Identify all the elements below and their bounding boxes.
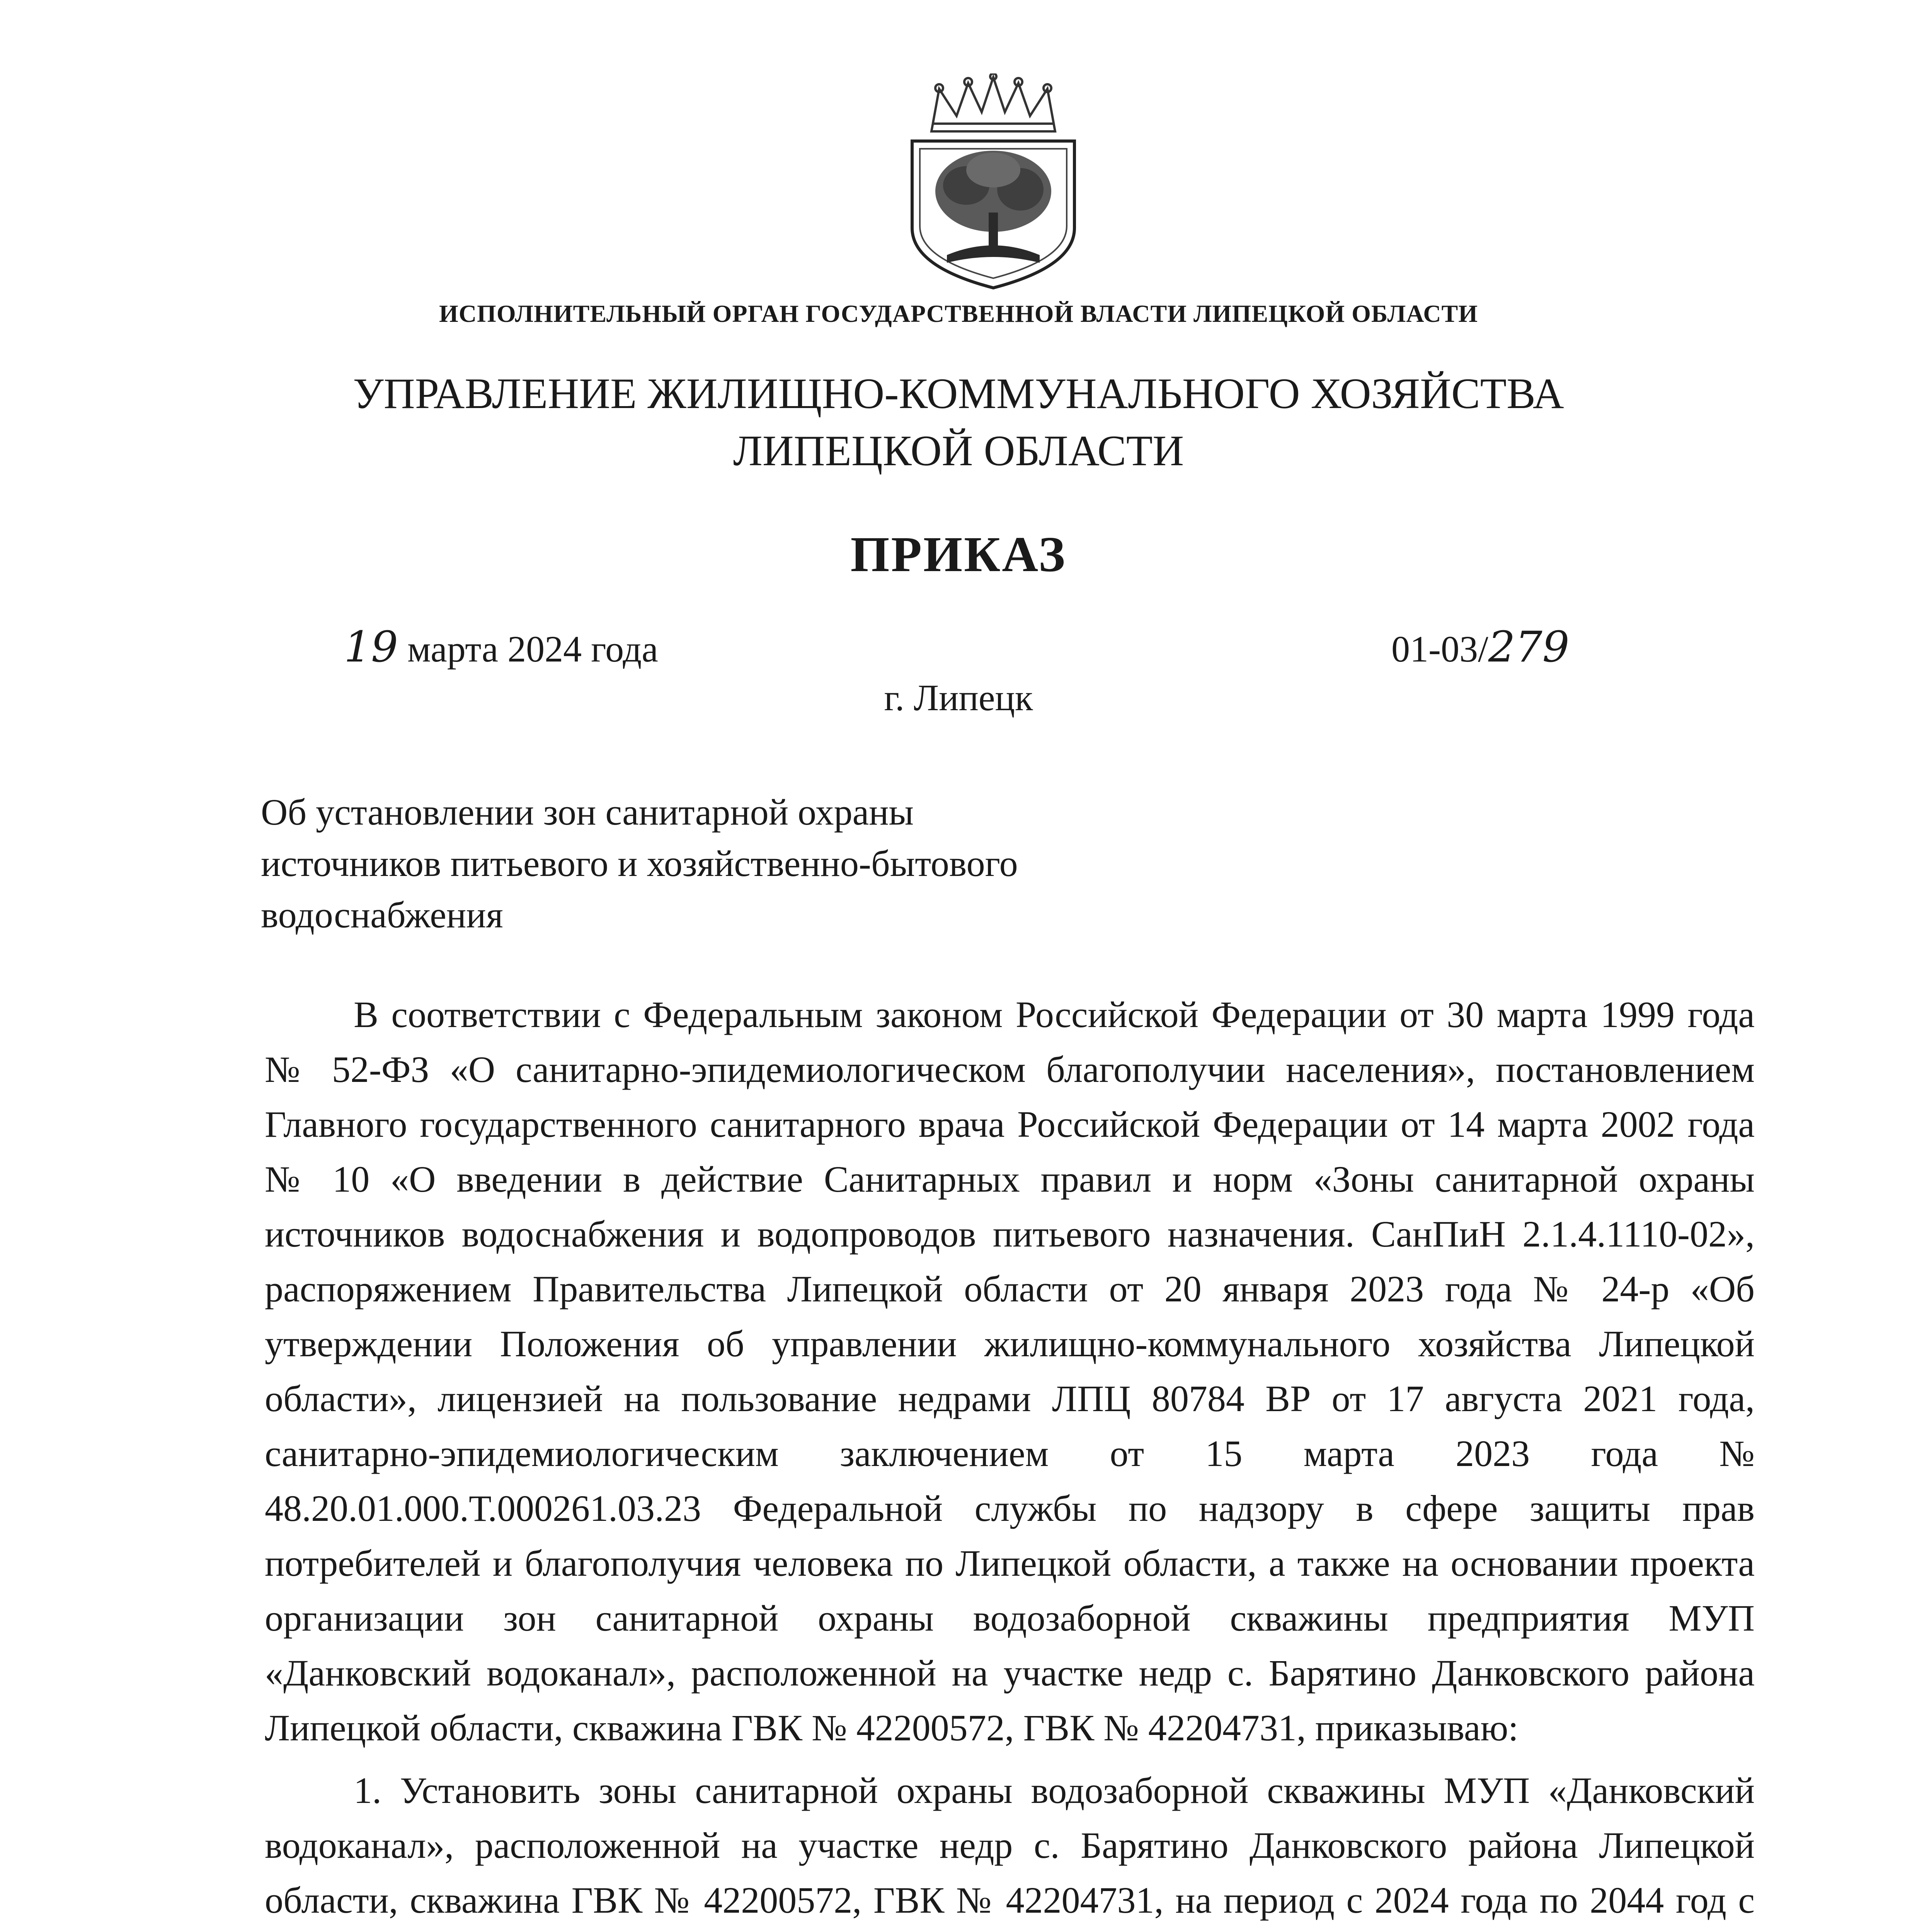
order-date [344,622,658,672]
issuing-authority: ИСПОЛНИТЕЛЬНЫЙ ОРГАН ГОСУДАРСТВЕННОЙ ВЛАСТИ ЛИПЕЦКОЙ ОБЛАСТИ [439,300,1478,327]
order-date-day: 19 [344,622,398,672]
order-subject-line: Об установлении зон санитарной охраны [261,791,914,833]
document-type: ПРИКАЗ [850,527,1067,582]
order-item-1: 1. Установить зоны санитарной охраны водозаборной скважины МУП «Данковский водоканал», расположенной на участке недр с. Барятино Данковского района Липецкой области, скважина ГВК № 42200572, ГВК № 42204731, на период с 2024 года по 2044 год с [265,1770,1755,1921]
order-date-month-year: марта 2024 года [398,628,658,670]
lipetsk-region-coat-of-arms-icon [889,73,1098,290]
order-subject-line: водоснабжения [261,894,503,935]
department-name-line: УПРАВЛЕНИЕ ЖИЛИЩНО-КОММУНАЛЬНОГО ХОЗЯЙСТВА [353,370,1564,418]
preamble-paragraph: В соответствии с Федеральным законом Российской Федерации от 30 марта 1999 года № 52-ФЗ «О санитарно-эпидемиологическом благополучии населения», постановлением Главного государственного санитарного врача Российской Федерации от 14 марта 2002 года № 10 «О введении в действие Санитарных правил и норм «Зоны санитарной охраны источников водоснабжения и водопроводов питьевого назначения. СанПиН 2.1.4.1110-02», распоряжением Правительства Липецкой области от 20 января 2023 года № 24-р «Об утверждении Положения об управлении жилищно-коммунального хозяйства Липецкой области», лицензией на пользование недрами ЛПЦ 80784 ВР от 17 августа 2021 года, санитарно-эпидемиологическим заключением от 15 марта 2023 года № 48.20.01.000.Т.000261.03.23 Федеральной службы по надзору в сфере защиты прав потребителей и благополучия человека по Липецкой области, а также на основании проекта организации зон санитарной охраны водозаборной скважины предприятия МУП «Данковский водоканал», расположенной на участке недр с. Барятино Данковского района Липецкой области, скважина ГВК № 42200572, ГВК № 42204731, приказываю: [265,994,1755,1748]
order-body [265,987,1755,1932]
order-number [1391,622,1570,672]
department-name [0,365,1917,480]
order-number-handwritten: 279 [1488,622,1570,672]
order-subject-line: источников питьевого и хозяйственно-бытового [261,843,1018,884]
order-subject [261,786,1304,940]
issue-city: г. Липецк [884,677,1033,718]
department-name-line: ЛИПЕЦКОЙ ОБЛАСТИ [733,427,1184,475]
order-number-prefix: 01-03/ [1391,628,1488,670]
